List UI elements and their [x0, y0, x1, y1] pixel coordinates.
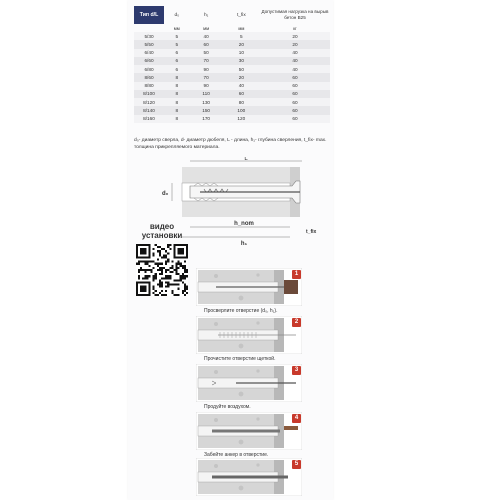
- cell-tfix: 80: [223, 98, 260, 106]
- header-h1: h₁: [203, 12, 209, 18]
- step-number-badge: 3: [292, 366, 301, 375]
- cell-type: 8/120: [134, 98, 164, 106]
- step-number-badge: 5: [292, 460, 301, 469]
- dim-label-tfix: t_fix: [306, 229, 317, 235]
- cell-load: 60: [260, 82, 330, 90]
- step-illustration: [196, 316, 302, 354]
- cell-load: 60: [260, 98, 330, 106]
- cell-tfix: 30: [223, 57, 260, 65]
- table-row: [134, 98, 330, 106]
- table-row: [134, 73, 330, 81]
- table-units-row: [134, 24, 330, 32]
- table-row: [134, 32, 330, 40]
- cell-load: 40: [260, 65, 330, 73]
- cell-h1: 60: [190, 40, 223, 48]
- cell-load: 60: [260, 90, 330, 98]
- legend-text: d₀- диаметр сверла, d- диаметр дюбеля, L - длина, h₁- глубина сверления, t_fix- max. толщина прикрепляемого материала.: [134, 138, 327, 150]
- cell-d0: 8: [164, 73, 190, 81]
- cell-tfix: 20: [223, 73, 260, 81]
- cell-h1: 110: [190, 90, 223, 98]
- cell-load: 40: [260, 57, 330, 65]
- cell-tfix: 50: [223, 65, 260, 73]
- cell-d0: 8: [164, 82, 190, 90]
- cell-tfix: 120: [223, 115, 260, 123]
- table-row: [134, 106, 330, 114]
- dim-label-hnom: h_nom: [234, 221, 254, 227]
- cell-h1: 70: [190, 57, 223, 65]
- cell-d0: 5: [164, 32, 190, 40]
- step-number-badge: 4: [292, 414, 301, 423]
- qr-caption-line2: установки: [141, 231, 183, 240]
- cell-type: 6/40: [134, 49, 164, 57]
- units-type: [134, 24, 164, 32]
- cell-h1: 70: [190, 73, 223, 81]
- header-d0: d₀: [174, 12, 180, 18]
- cell-load: 60: [260, 115, 330, 123]
- dim-label-h1: h₁: [240, 241, 248, 247]
- cell-load: 60: [260, 106, 330, 114]
- cell-load: 60: [260, 73, 330, 81]
- cell-type: 6/80: [134, 65, 164, 73]
- cell-tfix: 40: [223, 82, 260, 90]
- cell-load: 20: [260, 32, 330, 40]
- table-row: [134, 40, 330, 48]
- cell-h1: 150: [190, 106, 223, 114]
- qr-caption-line1: видео: [149, 222, 175, 231]
- cell-type: 5/50: [134, 40, 164, 48]
- step-number-badge: 2: [292, 318, 301, 327]
- qr-caption: [136, 222, 188, 240]
- table-row: [134, 90, 330, 98]
- cell-h1: 170: [190, 115, 223, 123]
- cell-h1: 50: [190, 49, 223, 57]
- cell-tfix: 60: [223, 90, 260, 98]
- table-row: [134, 57, 330, 65]
- cell-type: 8/140: [134, 106, 164, 114]
- table-row: [134, 49, 330, 57]
- step-caption: Просверлите отверстие (d₀, h₁).: [204, 308, 278, 314]
- cell-d0: 8: [164, 106, 190, 114]
- spec-table: [134, 6, 330, 123]
- units-d0: мм: [173, 25, 180, 31]
- step-caption: Прочистите отверстие щеткой.: [204, 356, 276, 362]
- units-tfix: мм: [238, 25, 245, 31]
- cell-tfix: 10: [223, 49, 260, 57]
- cell-d0: 5: [164, 40, 190, 48]
- dim-label-d0: d₀: [162, 191, 169, 197]
- units-h1: мм: [203, 25, 210, 31]
- cell-d0: 6: [164, 65, 190, 73]
- cell-type: 8/80: [134, 82, 164, 90]
- header-tfix: t_fix: [236, 12, 246, 18]
- cell-d0: 8: [164, 90, 190, 98]
- cell-tfix: 5: [223, 32, 260, 40]
- cell-type: 8/160: [134, 115, 164, 123]
- table-body: [134, 32, 330, 123]
- cell-h1: 130: [190, 98, 223, 106]
- table-row: [134, 65, 330, 73]
- step-number-badge: 1: [292, 270, 301, 279]
- step-caption: Забейте анкер в отверстие.: [204, 452, 269, 458]
- cell-load: 40: [260, 49, 330, 57]
- cell-d0: 8: [164, 115, 190, 123]
- table-header-row: [134, 6, 330, 24]
- step-caption: Продуйте воздухом.: [204, 404, 251, 410]
- cell-h1: 90: [190, 82, 223, 90]
- cell-type: 5/30: [134, 32, 164, 40]
- cell-tfix: 20: [223, 40, 260, 48]
- cell-type: 6/60: [134, 57, 164, 65]
- dim-label-L: L: [244, 157, 248, 162]
- table-row: [134, 82, 330, 90]
- header-type: Тип d/L: [134, 6, 164, 24]
- table-row: [134, 115, 330, 123]
- cell-load: 20: [260, 40, 330, 48]
- cell-h1: 90: [190, 65, 223, 73]
- units-load: кг: [293, 25, 297, 31]
- header-load: Допустимая нагрузка на вырыв бетон B25: [261, 9, 329, 20]
- cell-d0: 6: [164, 49, 190, 57]
- step-illustration: [196, 268, 302, 306]
- qr-code[interactable]: [136, 244, 188, 296]
- cell-d0: 8: [164, 98, 190, 106]
- cell-tfix: 100: [223, 106, 260, 114]
- step-illustration: [196, 412, 302, 450]
- step-illustration: [196, 364, 302, 402]
- cell-h1: 40: [190, 32, 223, 40]
- cell-type: 8/100: [134, 90, 164, 98]
- cell-type: 8/60: [134, 73, 164, 81]
- cell-d0: 6: [164, 57, 190, 65]
- step-illustration: [196, 458, 302, 496]
